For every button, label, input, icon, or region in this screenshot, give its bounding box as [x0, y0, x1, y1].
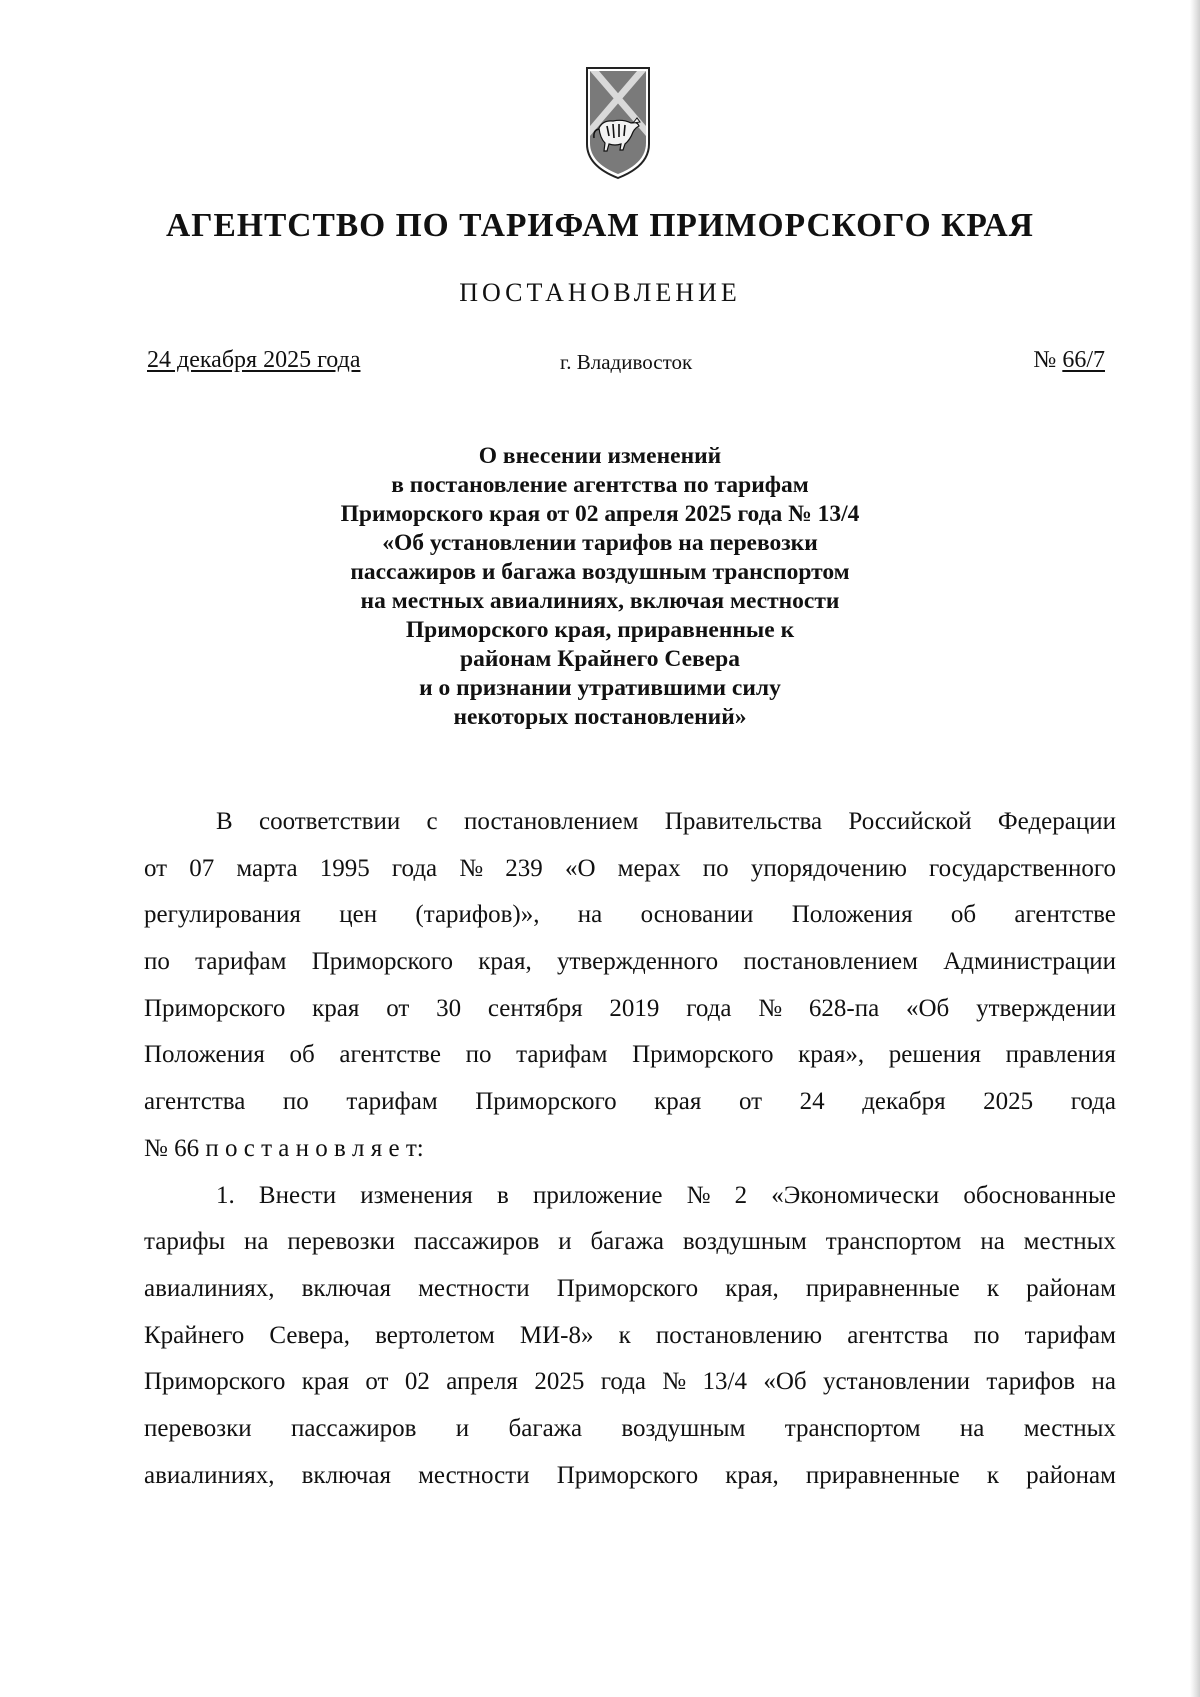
body-word: Приморского	[144, 1368, 286, 1396]
body-word: районам	[1026, 1461, 1116, 1489]
document-title	[0, 442, 1200, 732]
body-word: года	[391, 854, 438, 882]
body-word: агентства	[144, 1088, 246, 1116]
body-word: края,	[725, 1461, 779, 1489]
body-line	[144, 1079, 1116, 1126]
body-word: №	[686, 1181, 711, 1209]
body-word: приравненные	[805, 1461, 960, 1489]
body-word: 2019	[609, 994, 660, 1022]
body-word: края	[312, 994, 360, 1022]
body-word: Приморского	[632, 1041, 774, 1069]
body-word: на	[980, 1228, 1005, 1256]
body-word: местных	[1023, 1414, 1116, 1442]
body-word: края	[301, 1368, 349, 1396]
body-word: 2025	[983, 1088, 1034, 1116]
body-word: Положения	[791, 901, 913, 929]
title-line: и о признании утратившими силу	[419, 675, 781, 701]
body-word: 02	[404, 1368, 430, 1396]
body-line	[144, 1453, 1116, 1500]
body-word: к	[986, 1274, 1000, 1302]
body-word: агентстве	[339, 1041, 441, 1069]
body-word: по	[973, 1321, 1000, 1349]
body-word: декабря	[862, 1088, 946, 1116]
body-word: тарифам	[195, 948, 287, 976]
body-word: по	[282, 1088, 309, 1116]
body-word: местности	[418, 1461, 530, 1489]
body-word: перевозки	[287, 1228, 395, 1256]
body-word: с	[426, 808, 438, 835]
body-word: сентября	[487, 994, 583, 1022]
body-word: и	[558, 1228, 572, 1256]
title-line: в постановление агентства по тарифам	[391, 472, 809, 498]
body-word: края,	[478, 948, 532, 976]
body-word: «Об	[906, 994, 950, 1022]
body-word: Приморского	[475, 1088, 617, 1116]
body-word: Внести	[258, 1181, 337, 1209]
body-word: транспортом	[784, 1414, 921, 1442]
body-line	[144, 1173, 1116, 1220]
body-word: к	[618, 1321, 631, 1349]
body-word: об	[950, 901, 977, 929]
body-word: от	[738, 1088, 763, 1116]
body-word: тарифам	[516, 1041, 608, 1069]
body-word: агентстве	[1014, 901, 1116, 929]
body-word: и	[455, 1414, 470, 1442]
title-line: «Об установлении тарифов на перевозки	[382, 530, 818, 556]
body-word: включая	[301, 1461, 391, 1489]
body-word: приравненные	[805, 1274, 960, 1302]
body-word: авиалиниях,	[144, 1461, 275, 1489]
body-word: районам	[1026, 1274, 1116, 1302]
body-word: Федерации	[997, 808, 1116, 835]
document-type: ПОСТАНОВЛЕНИЕ	[459, 278, 741, 307]
body-word: Российской	[848, 808, 972, 835]
body-word: мерах	[617, 854, 681, 882]
body-word: тарифы	[144, 1228, 226, 1256]
body-word: утвержденного	[557, 948, 719, 976]
title-line: на местных авиалиниях, включая местности	[360, 588, 840, 614]
document-body	[144, 799, 1116, 1499]
body-word: по	[702, 854, 729, 882]
body-word: по	[144, 948, 170, 976]
body-word: установлении	[823, 1368, 971, 1396]
scan-edge-shadow	[1190, 0, 1200, 1697]
body-line	[144, 892, 1116, 939]
body-word: 13/4	[702, 1368, 747, 1396]
body-word: местных	[1023, 1228, 1116, 1256]
body-word: края	[654, 1088, 702, 1116]
body-word: от	[386, 994, 410, 1022]
body-word: «О	[564, 854, 596, 882]
body-word: года	[1070, 1088, 1116, 1116]
body-word: Администрации	[943, 948, 1116, 976]
body-line	[144, 1266, 1116, 1313]
body-word: регулирования	[144, 901, 301, 929]
title-line: Приморского края от 02 апреля 2025 года № 13/4	[340, 501, 860, 527]
body-line	[144, 1313, 1116, 1360]
body-word: 30	[436, 994, 462, 1022]
body-word: 1.	[216, 1181, 235, 1209]
body-word: местности	[418, 1274, 530, 1302]
body-word: Приморского	[311, 948, 454, 976]
body-word: Севера,	[269, 1321, 351, 1349]
body-word: Приморского	[556, 1461, 699, 1489]
body-word: решения	[888, 1041, 981, 1069]
body-line	[144, 939, 1116, 986]
document-date: 24 декабря 2025 года	[147, 347, 361, 373]
document-number-value: 66/7	[1062, 347, 1105, 373]
body-word: Правительства	[664, 808, 823, 835]
body-line	[144, 1359, 1116, 1406]
body-word: соответствии	[258, 808, 401, 835]
body-word: вертолетом	[375, 1321, 495, 1349]
body-word: включая	[301, 1274, 391, 1302]
body-word: агентства	[847, 1321, 949, 1349]
body-word: цен	[339, 901, 378, 929]
body-word: обоснованные	[963, 1181, 1116, 1209]
body-word: 07	[189, 854, 215, 882]
body-word: тарифам	[346, 1088, 438, 1116]
body-word: 24	[799, 1088, 825, 1116]
body-word: 1995	[319, 854, 370, 882]
body-word: тарифов	[986, 1368, 1076, 1396]
body-line	[144, 1032, 1116, 1079]
body-line	[144, 799, 1116, 846]
body-word: (тарифов)»,	[415, 901, 540, 929]
body-word: края,	[725, 1274, 779, 1302]
body-word: 239	[505, 854, 543, 882]
body-word: тарифам	[1024, 1321, 1116, 1349]
body-word: постановлению	[655, 1321, 823, 1349]
title-line: Приморского края, приравненные к	[405, 617, 795, 643]
body-word: «Об	[763, 1368, 807, 1396]
body-word: приложение	[532, 1181, 663, 1209]
body-word: транспортом	[825, 1228, 962, 1256]
body-word: утверждении	[976, 994, 1116, 1022]
title-line: пассажиров и багажа воздушным транспортом	[350, 559, 850, 585]
body-word: основании	[640, 901, 754, 929]
coat-of-arms-icon	[585, 66, 651, 180]
body-word: года	[600, 1368, 646, 1396]
body-word: 2025	[534, 1368, 585, 1396]
body-word: от	[144, 854, 168, 882]
body-line	[144, 1406, 1116, 1453]
body-word: к	[986, 1461, 1000, 1489]
body-word: постановлением	[463, 808, 639, 835]
body-word: Приморского	[144, 994, 286, 1022]
body-word: на	[244, 1228, 269, 1256]
body-word: воздушным	[621, 1414, 746, 1442]
body-word: 2	[734, 1181, 748, 1209]
body-word: изменения	[360, 1181, 473, 1209]
body-line: № 66 п о с т а н о в л я е т:	[144, 1134, 424, 1162]
body-word: В	[216, 808, 233, 835]
body-word: №	[758, 994, 783, 1022]
body-word: марта	[236, 854, 298, 882]
body-word: на	[577, 901, 603, 929]
body-word: авиалиниях,	[144, 1274, 275, 1302]
document-number	[1033, 347, 1105, 374]
title-line: районам Крайнего Севера	[460, 646, 740, 672]
body-word: от	[365, 1368, 389, 1396]
body-word: упорядочению	[750, 854, 907, 882]
body-word: Крайнего	[144, 1321, 245, 1349]
body-word: №	[459, 854, 484, 882]
body-word: постановлением	[743, 948, 918, 976]
body-word: по	[465, 1041, 492, 1069]
body-word: апреля	[446, 1368, 518, 1396]
body-word: №	[662, 1368, 687, 1396]
body-word: государственного	[929, 854, 1116, 882]
body-line	[144, 1219, 1116, 1266]
agency-name: АГЕНТСТВО ПО ТАРИФАМ ПРИМОРСКОГО КРАЯ	[166, 207, 1034, 244]
body-word: года	[686, 994, 732, 1022]
body-word: в	[496, 1181, 509, 1209]
document-city: г. Владивосток	[560, 350, 693, 374]
body-word: Положения	[144, 1041, 265, 1069]
body-word: 628-па	[808, 994, 880, 1022]
body-word: пассажиров	[413, 1228, 540, 1256]
body-word: на	[959, 1414, 985, 1442]
title-line: О внесении изменений	[478, 443, 722, 469]
body-word: Приморского	[556, 1274, 699, 1302]
body-word: багажа	[590, 1228, 664, 1256]
body-word: перевозки	[144, 1414, 252, 1442]
body-word: багажа	[508, 1414, 583, 1442]
body-line	[144, 986, 1116, 1033]
body-word: об	[289, 1041, 315, 1069]
body-word: «Экономически	[771, 1181, 940, 1209]
body-word: МИ-8»	[519, 1321, 594, 1349]
document-number-prefix: №	[1033, 347, 1063, 373]
body-word: края»,	[798, 1041, 865, 1069]
body-word: воздушным	[682, 1228, 807, 1256]
title-line: некоторых постановлений»	[453, 704, 747, 730]
body-word: пассажиров	[290, 1414, 417, 1442]
body-word: на	[1091, 1368, 1116, 1396]
body-line	[144, 846, 1116, 893]
body-word: правления	[1005, 1041, 1116, 1069]
